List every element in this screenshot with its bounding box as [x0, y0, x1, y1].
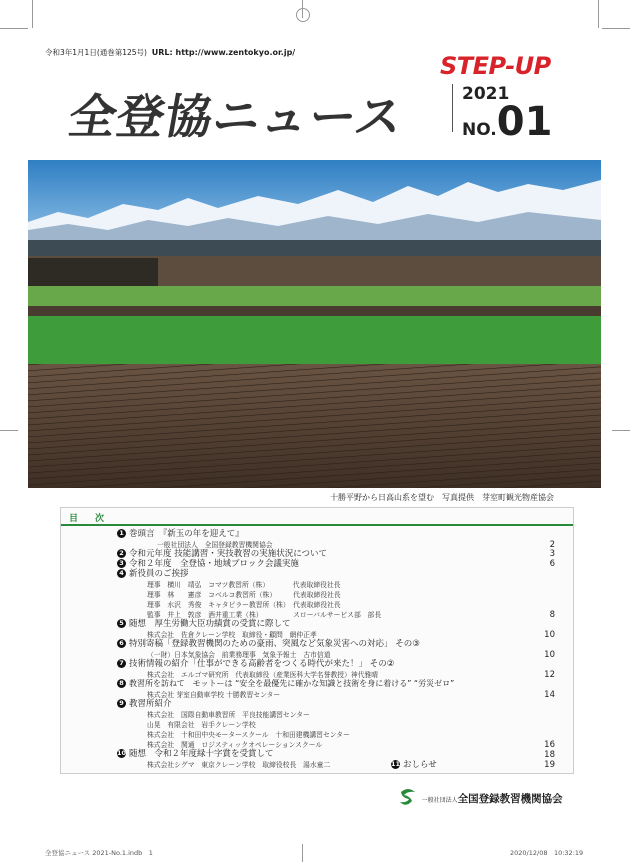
- item-number: 5: [117, 619, 126, 628]
- divider: [61, 524, 573, 526]
- issue-year: 2021: [462, 84, 510, 104]
- toc-item[interactable]: [117, 549, 327, 559]
- toc-item[interactable]: [117, 679, 454, 689]
- page-number: 10: [544, 650, 555, 660]
- toc-subline: 理事 水沢 秀俊 キャタピラー教習所（株） 代表取締役社長: [147, 601, 341, 609]
- crop-mark: [302, 844, 304, 862]
- crop-mark: [0, 28, 28, 30]
- crop-mark: [602, 28, 630, 30]
- issue-note: 令和3年1月1日(通巻第125号): [45, 48, 147, 57]
- toc-subline: 理事 林 憲彦 コベルコ教習所（株） 代表取締役社長: [147, 591, 341, 599]
- toc-item[interactable]: [117, 749, 274, 759]
- toc-subline: 理事 横川 靖弘 コマツ教習所（株） 代表取締役社長: [147, 581, 341, 589]
- cover-caption: 十勝平野から日高山系を望む 写真提供 芽室町観光物産協会: [330, 493, 554, 502]
- print-footer-right: 2020/12/08 10:32:19: [510, 849, 584, 857]
- toc-item-title: 技術情報の紹介「仕事ができる高齢者をつくる時代が来た！」 その②: [129, 659, 395, 669]
- toc-item[interactable]: [117, 559, 299, 569]
- toc-item[interactable]: [117, 619, 291, 629]
- print-footer-left: 全登協ニュース 2021-No.1.indb 1: [45, 849, 153, 857]
- item-number: 8: [117, 679, 126, 688]
- crop-mark: [0, 430, 18, 432]
- page-number: 8: [549, 610, 555, 620]
- url-link[interactable]: URL: http://www.zentokyo.or.jp/: [151, 48, 296, 57]
- association-emblem-icon: [398, 788, 418, 806]
- item-number: 11: [391, 760, 401, 768]
- toc-item[interactable]: [117, 699, 172, 709]
- item-number: 1: [117, 529, 126, 538]
- item-number: 6: [117, 639, 126, 648]
- toc-subline: 監事 井上 敦彦 酒井重工業（株） スローバルサービス部 部長: [147, 611, 382, 619]
- crop-mark: [32, 0, 34, 28]
- issue-header: [45, 47, 295, 58]
- divider: [452, 84, 453, 132]
- org-type: 一般社団法人: [421, 797, 458, 804]
- issue-no-label: NO.: [462, 120, 497, 140]
- page-number: 19: [544, 760, 555, 770]
- page-number: 10: [544, 630, 555, 640]
- toc-item-title: 随想 令和２年度緑十字賞を受賞して: [129, 749, 274, 759]
- toc-item-title: 随想 厚生労働大臣功績賞の受賞に際して: [129, 619, 291, 629]
- toc-subline: 株式会社 佐倉クレーン学校 取締役・顧問 網仲正孝: [147, 631, 317, 639]
- toc-item-title: 特別寄稿「登録教習機関のための豪雨、突風など気象災害への対応」 その③: [129, 639, 420, 649]
- toc-subline: 株式会社 国際自動車教習所 平良技能講習センター: [147, 711, 310, 719]
- toc-subline: 株式会社 関通 ロジスティックオペレーションスクール: [147, 741, 323, 749]
- item-number: 4: [117, 569, 126, 578]
- toc-subline: 山晃 有限会社 岩手クレーン学校: [147, 721, 256, 729]
- item-number: 7: [117, 659, 126, 668]
- toc-subline: （一財）日本気象協会 前業務理事 気象予報士 古市信道: [147, 651, 331, 659]
- page-number: 3: [549, 549, 555, 559]
- table-of-contents: [60, 507, 574, 774]
- newsletter-title: 全登協ニュース: [64, 90, 408, 145]
- toc-item-title: 令和２年度 全登協・地域ブロック会議実施: [129, 559, 299, 569]
- step-up-logo: STEP-UP: [440, 52, 551, 80]
- toc-subline: 株式会社 エルゴマ研究所 代表取締役（産業医科大学名誉教授）神代雅晴: [147, 671, 379, 679]
- toc-item-title: 令和元年度 技能講習・実技教習の実施状況について: [129, 549, 328, 559]
- page-number: 12: [544, 670, 555, 680]
- page-number: 2: [549, 540, 555, 550]
- cover-photo: [28, 160, 601, 488]
- toc-subline: 一般社団法人 全国登録教習機関協会: [157, 541, 273, 549]
- toc-item[interactable]: [391, 760, 437, 770]
- toc-item-title: 教習所を訪ねて モットーは “安全を最優先に確かな知識と技術を身に着ける” “労災ゼロ”: [129, 679, 455, 688]
- toc-item[interactable]: [117, 639, 420, 649]
- toc-item[interactable]: [117, 659, 394, 669]
- toc-item-title: おしらせ: [403, 760, 437, 770]
- toc-item[interactable]: [117, 569, 189, 579]
- issue-number: 01: [496, 99, 553, 145]
- org-name: 全国登録教習機関協会: [457, 793, 563, 805]
- toc-item-title: 巻頭言 『新玉の年を迎えて』: [129, 529, 244, 539]
- toc-subline: 株式会社 芽室自動車学校 十勝教習センター: [147, 691, 281, 699]
- toc-item-title: 新役員のご挨拶: [129, 569, 189, 579]
- toc-item[interactable]: [117, 529, 244, 539]
- issue-number-block: [462, 84, 572, 145]
- crop-mark: [598, 0, 600, 28]
- association-logo: [398, 788, 563, 806]
- page-number: 14: [544, 690, 555, 700]
- toc-item-title: 教習所紹介: [129, 699, 172, 709]
- item-number: 9: [117, 699, 126, 708]
- page-number: 6: [549, 559, 555, 569]
- page-number: 16: [544, 740, 555, 750]
- registration-mark: [296, 8, 310, 22]
- page-number: 18: [544, 750, 555, 760]
- toc-subline: 株式会社 十和田中央モータースクール 十和田建機講習センター: [147, 731, 350, 739]
- toc-subline: 株式会社シグマ 東京クレーン学校 取締役校長 湯水童二: [147, 761, 331, 769]
- toc-heading: 目 次: [69, 514, 109, 524]
- crop-mark: [612, 430, 630, 432]
- item-number: 10: [117, 749, 127, 757]
- item-number: 3: [117, 559, 126, 568]
- item-number: 2: [117, 549, 126, 558]
